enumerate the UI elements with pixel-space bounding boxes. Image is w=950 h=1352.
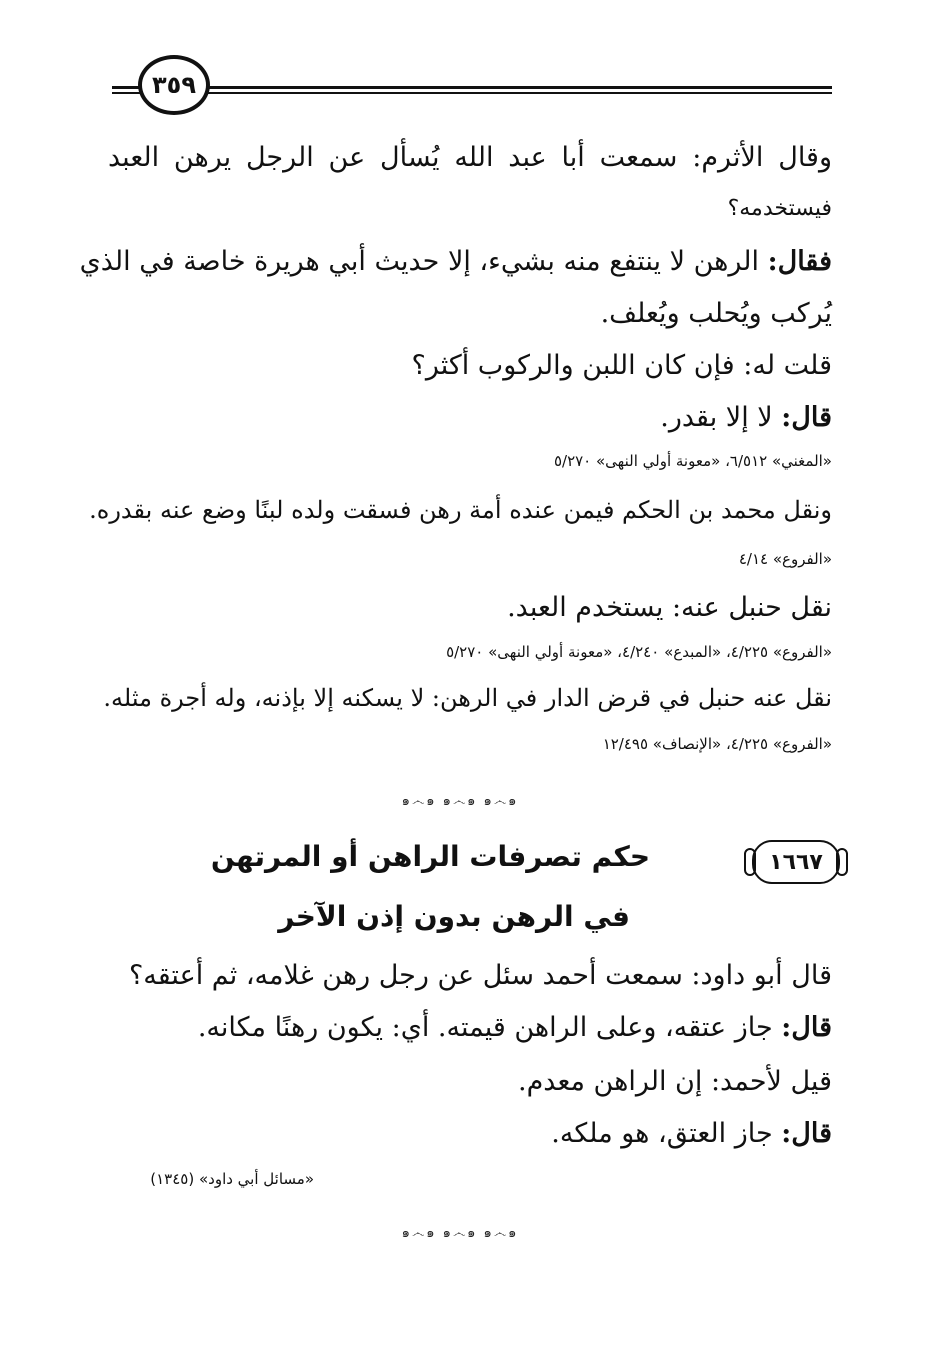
paragraph-line: نقل حنبل عنه: يستخدم العبد. [507, 592, 832, 623]
paragraph-line [660, 402, 832, 433]
speaker-label: قال: [781, 1012, 832, 1043]
paragraph-line: ونقل محمد بن الحكم فيمن عنده أمة رهن فسقت ولده لبنًا وضع عنه بقدره. [89, 496, 832, 524]
reference-citation: «الفروع» ٤/٢٢٥، «المبدع» ٤/٢٤٠، «معونة أولي النهى» ٥/٢٧٠ [446, 643, 832, 661]
paragraph-line: نقل عنه حنبل في قرض الدار في الرهن: لا يسكنه إلا بإذنه، وله أجرة مثله. [103, 684, 832, 712]
paragraph-line: فيستخدمه؟ [727, 196, 832, 221]
paragraph-text: الرهن لا ينتفع منه بشيء، إلا حديث أبي هريرة خاصة في الذي [79, 246, 760, 277]
reference-citation: «الفروع» ٤/١٤ [738, 550, 832, 568]
paragraph-text: جاز العتق، هو ملكه. [551, 1118, 773, 1149]
ornament-divider: ๑෴๑ ๑෴๑ ๑෴๑ [401, 794, 519, 809]
reference-citation: «المغني» ٦/٥١٢، «معونة أولي النهى» ٥/٢٧٠ [553, 452, 832, 470]
reference-citation: «مسائل أبي داود» (١٣٤٥) [150, 1170, 314, 1188]
paragraph-line: وقال الأثرم: سمعت أبا عبد الله يُسأل عن الرجل يرهن العبد [108, 142, 832, 173]
section-title: حكم تصرفات الراهن أو المرتهن [210, 840, 650, 873]
paragraph-line: قلت له: فإن كان اللبن والركوب أكثر؟ [411, 350, 832, 381]
paragraph-line: قيل لأحمد: إن الراهن معدم. [517, 1066, 832, 1097]
header-rule [112, 86, 832, 96]
section-subtitle: في الرهن بدون إذن الآخر [278, 900, 630, 933]
paragraph-line [79, 246, 832, 277]
paragraph-line: يُركب ويُحلب ويُعلف. [600, 298, 832, 329]
paragraph-line [551, 1118, 832, 1149]
reference-citation: «الفروع» ٤/٢٢٥، «الإنصاف» ١٢/٤٩٥ [602, 735, 832, 753]
paragraph-line [198, 1012, 832, 1043]
speaker-label: فقال: [767, 246, 832, 277]
ornament-divider: ๑෴๑ ๑෴๑ ๑෴๑ [401, 1226, 519, 1241]
paragraph-line: قال أبو داود: سمعت أحمد سئل عن رجل رهن غلامه، ثم أعتقه؟ [128, 960, 832, 991]
paragraph-text: جاز عتقه، وعلى الراهن قيمته. أي: يكون رهنًا مكانه. [197, 1012, 773, 1043]
paragraph-text: لا إلا بقدر. [660, 402, 773, 433]
page-number: ٣٥٩ [138, 55, 210, 115]
section-number-badge: ١٦٦٧ [752, 840, 840, 884]
speaker-label: قال: [781, 402, 832, 433]
speaker-label: قال: [781, 1118, 832, 1149]
